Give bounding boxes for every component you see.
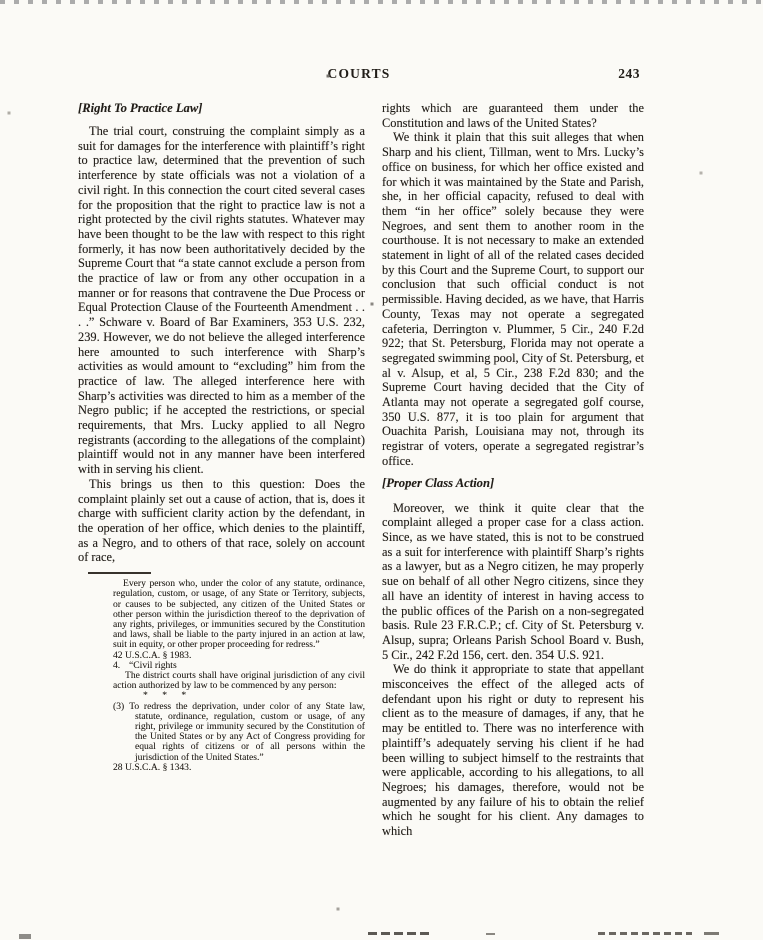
running-header-title: COURTS — [327, 66, 391, 81]
footnote-4-title: “Civil rights — [129, 659, 177, 671]
footnote-4-citation: 28 U.S.C.A. § 1343. — [113, 761, 192, 773]
scan-artifact-square — [19, 934, 31, 939]
paragraph: The trial court, construing the complaint simply as a suit for damages for the interference with plaintiff’s right to practice law, determined that the prevention of such interference by state officials was not a violation of a civil right. In this connection the court cited several cases for the proposition that the right to practice law is not a right protected by the civil rights statutes. Whatever may have been thought to be the law with respect to this right formerly, it has now been authoritatively decided by the Supreme Court that “a state cannot exclude a person from the practice of law or from any other occupation in a manner or for reasons that contravene the Due Process or Equal Protection Clause of the Fourteenth Amendment . . . .” Schware v. Board of Bar Examiners, 353 U.S. 232, 239. However, we do not believe the alleged interference here amounted to such interference with Sharp’s activities as would amount to “excluding” him from the practice of law. The alleged interference here with Sharp’s activities was directed to him as a member of the Negro public; if he accepted the restrictions, or special requirements, that Mrs. Lucky applied to all Negro registrants (according to the allegations of the complaint) plaintiff would not in any manner have been interfered with in serving his client. — [78, 124, 365, 477]
page-number: 243 — [618, 66, 640, 81]
footnote-4-number: 4. — [113, 659, 121, 671]
footnote-3-quotation: Every person who, under the color of any statute, ordinance, regulation, custom, or usage, of any State or Territory, subjects, or causes to be subjected, any citizen of the United States or other person within the jurisdiction thereof to the deprivation of any rights, privileges, or immunities secured by the Constitution and laws, shall be liable to the party injured in an action at law, suit in equity, or other proper proceeding for redress.” — [113, 578, 365, 651]
paragraph: We do think it appropriate to state that appellant misconceives the effect of the alleged acts of defendant upon his right or duty to represent his client as to the measure of damages, if any, that he may be entitled to. There was no interference with plaintiff’s adequately serving his client if he had been willing to subject himself to the restraints that were applicable, according to his allegations, to all Negroes; his damages, therefore, would not be augmented by any failure of his to obtain the relief which he sought for his client. Any damages to which — [382, 662, 644, 839]
scan-edge-dotted-line-top — [0, 0, 763, 4]
running-header — [78, 66, 640, 84]
paragraph-continuation: rights which are guaranteed them under the Constitution and laws of the United States? — [382, 101, 644, 130]
footnote-separator-rule — [88, 572, 151, 574]
footnote-4-subsection-text: To redress the deprivation, under color of any State law, statute, ordinance, regulation, custom or usage, of any right, privilege or immunity secured by the Constitution of the United States or by any Act of Congress providing for equal rights of citizens or of all persons within the jurisdiction of the United States.” — [129, 700, 365, 763]
scan-artifact-specks — [0, 0, 2, 2]
left-column — [78, 101, 365, 773]
footnote-omission-marks: * * * — [143, 690, 193, 702]
scan-artifact-dashes — [704, 932, 719, 935]
footnote-4-text: The district courts shall have original jurisdiction of any civil action authorized by law to be commenced by any person: — [113, 669, 365, 692]
section-heading-right-to-practice-law: [Right To Practice Law] — [78, 101, 203, 115]
scan-artifact-dashes — [368, 932, 430, 935]
footnotes-block — [113, 579, 365, 773]
paragraph: This brings us then to this question: Does the complaint plainly set out a cause of action, that is, does it charge with sufficient clarity action by the defendant, in the operation of her office, which denies to the plaintiff, as a Negro, and to others of that race, solely on account of race, — [78, 476, 365, 565]
footnote-4-subsection-3 — [113, 702, 365, 763]
scan-artifact-dashes — [598, 932, 692, 935]
paragraph: We think it plain that this suit alleges that when Sharp and his client, Tillman, went to Mrs. Lucky’s office on business, for which her office existed and for which it was maintained by the State and Parish, she, in her official capacity, refused to deal with them “in her office” solely because they were Negroes, and sent them to another room in the courthouse. It is not necessary to make an extended statement in light of all of the related cases decided by this Court and the Supreme Court, to support our conclusion that such official conduct is not permissible. Having decided, as we have, that Harris County, Texas may not operate a segregated cafeteria, Derrington v. Plummer, 5 Cir., 240 F.2d 922; that St. Petersburg, Florida may not operate a segregated swimming pool, City of St. Petersburg, et al v. Alsup, et al, 5 Cir., 238 F.2d 830; and the Supreme Court having decided that the City of Atlanta may not operate a segregated golf course, 350 U.S. 877, it is too plain for argument that Ouachita Parish, Louisiana may not, through its registrar of voters, operate a segregated registrar’s office. — [382, 130, 645, 468]
footnote-4-subsection-label: (3) — [113, 700, 125, 712]
right-column — [382, 101, 644, 839]
section-heading-proper-class-action: [Proper Class Action] — [382, 475, 495, 490]
footnote-3-citation: 42 U.S.C.A. § 1983. — [113, 649, 192, 661]
two-column-text-block — [78, 101, 644, 839]
paragraph: Moreover, we think it quite clear that the complaint alleged a proper case for a class action. Since, as we have stated, this is not to be construed as a suit for interference with plaintiff Sharp’s rights as a lawyer, but as a Negro citizen, he may properly sue on behalf of all other Negro citizens, since they all have an identity of interest in having access to the public offices of the Parish on a non-segregated basis. Rule 23 F.R.C.P.; cf. City of St. Petersburg v. Alsup, supra; Orleans Parish School Board v. Bush, 5 Cir., 242 F.2d 156, cert. den. 354 U.S. 921. — [382, 500, 644, 662]
scan-artifact-dashes — [486, 933, 495, 935]
